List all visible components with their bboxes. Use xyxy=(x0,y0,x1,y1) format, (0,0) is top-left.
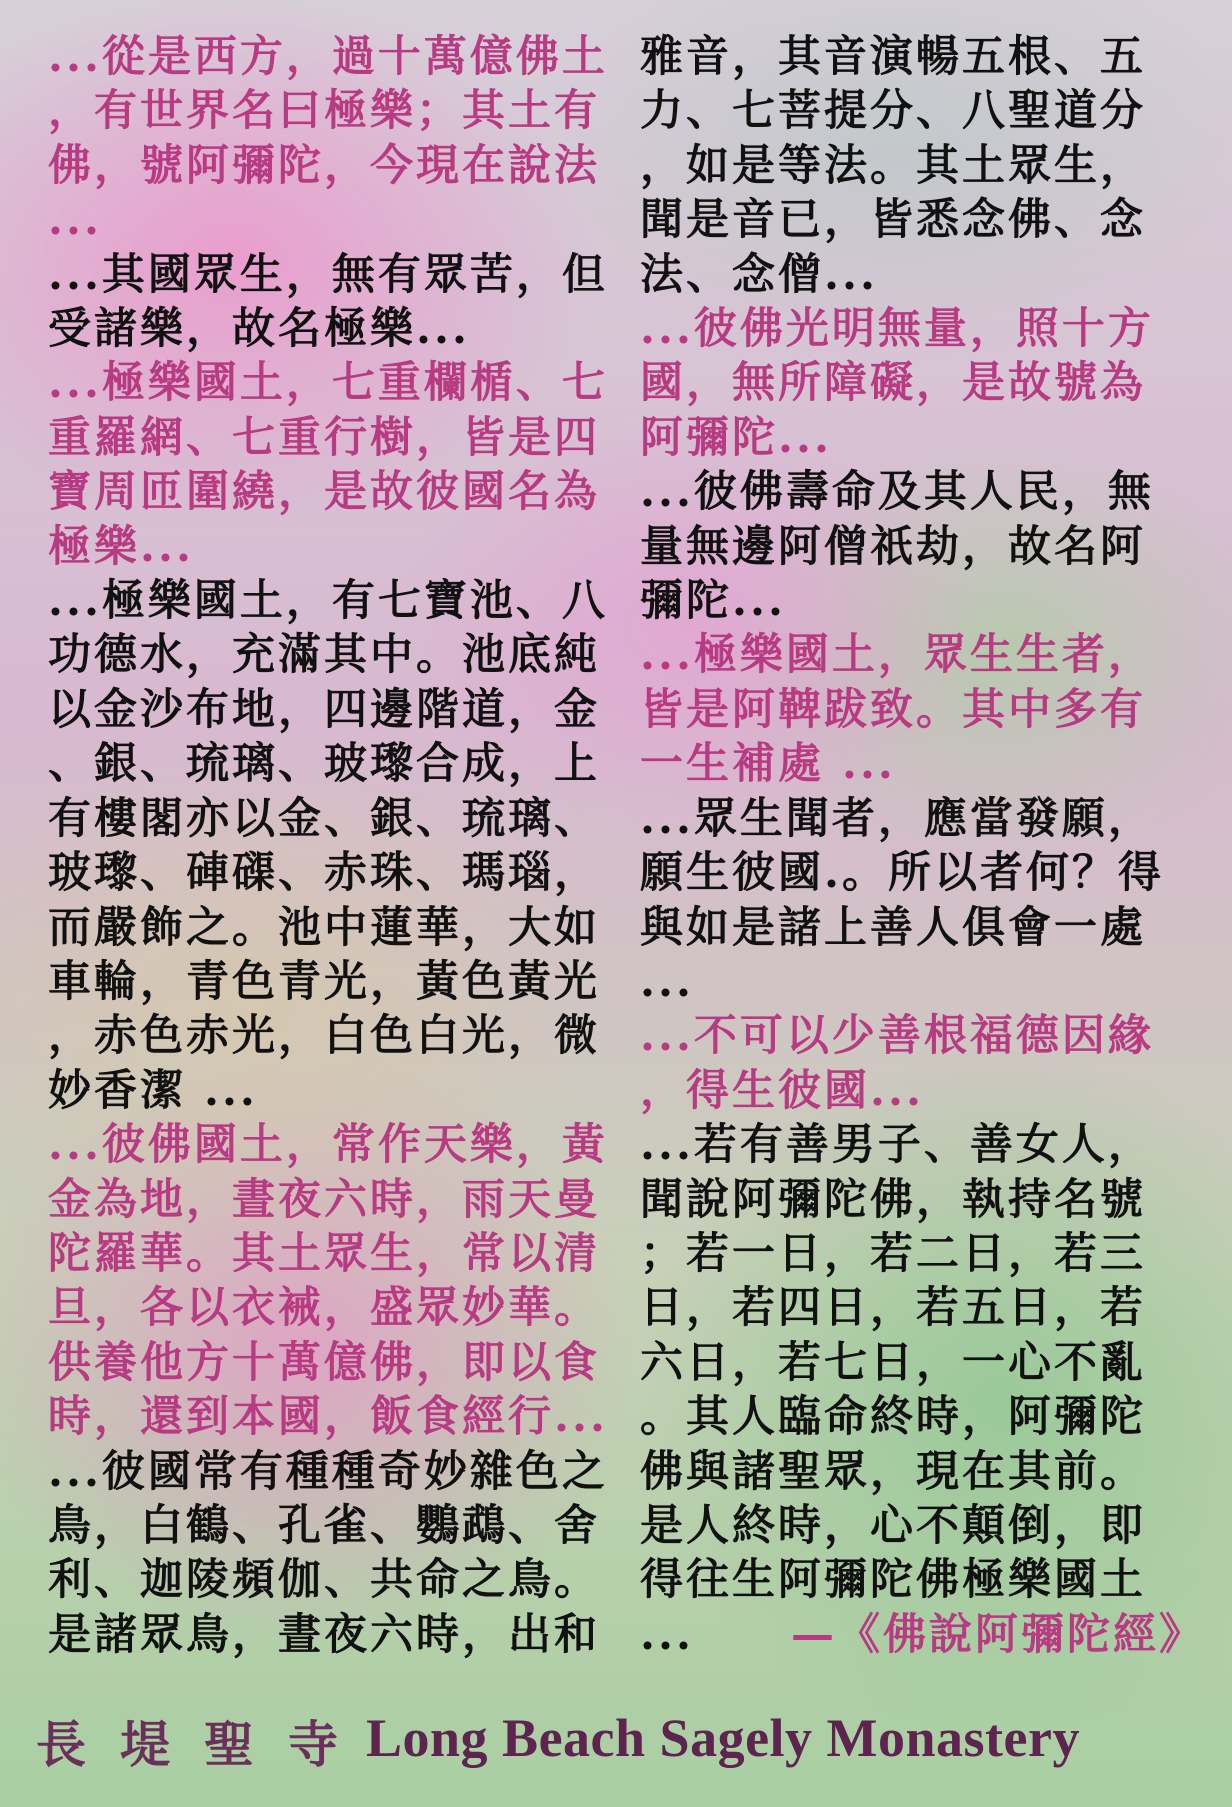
sutra-final-text: ...若有善男子、善女人， 聞說阿彌陀佛，執持名號 ；若一日，若二日，若三 日，若四日，若五日，若 六日，若七日，一心不亂 。其人臨命終時，阿彌陀 佛與諸聖眾，現在其前。 是人終時，心不顛倒，即 得往生阿彌陀佛極樂國土 ... xyxy=(640,1120,1154,1660)
sutra-passage: ...其國眾生，無有眾苦，但 受諸樂，故名極樂... xyxy=(48,249,608,355)
right-text-column xyxy=(640,30,1205,1662)
sutra-passage: ...不可以少善根福德因緣 ，得生彼國... xyxy=(640,1011,1154,1116)
sutra-passage: ...彼佛國土，常作天樂，黃 金為地，晝夜六時，雨天曼 陀羅華。其土眾生，常以清 旦，各以衣裓，盛眾妙華。 供養他方十萬億佛，即以食 時，還到本國，飯食經行... xyxy=(48,1120,608,1443)
sutra-passage: ...眾生聞者，應當發願， 願生彼國.。所以者何？得 與如是諸上善人俱會一處 ... xyxy=(640,793,1164,1007)
monastery-footer xyxy=(36,1705,1206,1775)
sutra-passage: ...極樂國土，七重欄楯、七 重羅網、七重行樹，皆是四 寶周匝圍繞，是故彼國名為 極樂... xyxy=(48,358,608,572)
sutra-passage-final xyxy=(640,1118,1205,1662)
sutra-passage: 雅音，其音演暢五根、五 力、七菩提分、八聖道分 ，如是等法。其土眾生， 聞是音已，皆悉念佛、念 法、念僧... xyxy=(640,32,1146,300)
sutra-passage: ...彼佛光明無量，照十方 國，無所障礙，是故號為 阿彌陀... xyxy=(640,304,1154,463)
monastery-english-name: Long Beach Sagely Monastery xyxy=(366,1708,1080,1768)
sutra-passage: ...從是西方，過十萬億佛土 ，有世界名曰極樂；其土有 佛，號阿彌陀，今現在說法 ... xyxy=(48,32,608,246)
sutra-citation: —《佛說阿彌陀經》 xyxy=(791,1609,1205,1660)
sutra-passage: ...極樂國土，有七寶池、八 功德水，充滿其中。池底純 以金沙布地，四邊階道，金 、銀、琉璃、玻瓈合成，上 有樓閣亦以金、銀、琉璃、 玻瓈、硨磲、赤珠、瑪瑙， 而嚴飾之。池中蓮華，大如 車輪，青色青光，黃色黃光 ，赤色赤光，白色白光，微 妙香潔 ... xyxy=(48,576,608,1116)
left-text-column xyxy=(48,30,608,1662)
sutra-passage: ...彼佛壽命及其人民，無 量無邊阿僧祇劫，故名阿 彌陀... xyxy=(640,467,1154,627)
sutra-passage: ...極樂國土，眾生生者， 皆是阿鞞跋致。其中多有 一生補處 ... xyxy=(640,630,1154,790)
sutra-passage: ...彼國常有種種奇妙雜色之 鳥，白鶴、孔雀、鸚鵡、舍 利、迦陵頻伽、共命之鳥。 是諸眾鳥，晝夜六時，出和 xyxy=(48,1446,608,1660)
monastery-chinese-name: 長堤聖寺 xyxy=(36,1715,372,1774)
